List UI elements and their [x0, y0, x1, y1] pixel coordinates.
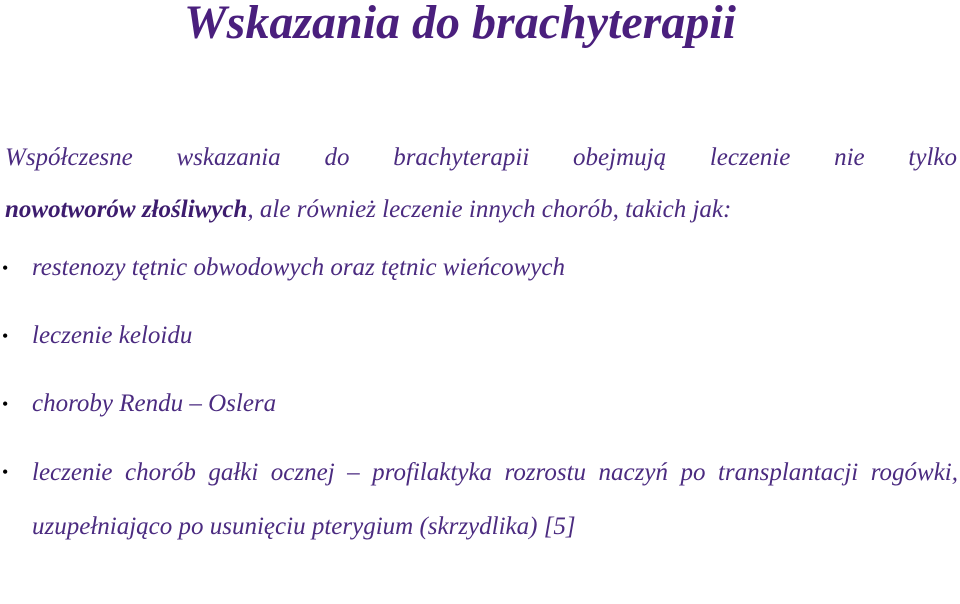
list-item: [0, 310, 960, 362]
intro-line-2-rest: , ale również leczenie innych chorób, takich jak:: [247, 196, 732, 223]
slide-title: Wskazania do brachyterapii: [183, 0, 737, 49]
list-item-text: restenozy tętnic obwodowych oraz tętnic wieńcowych: [32, 254, 565, 281]
list-item-text: leczenie chorób gałki ocznej – profilaktyka rozrostu naczyń po transplantacji rogówki, uzupełniająco po usunięciu pterygium (skrzydlika) [5]: [32, 459, 958, 540]
indications-list: [0, 242, 960, 554]
intro-paragraph: [5, 132, 957, 236]
list-item: [0, 242, 960, 294]
list-item-text: leczenie keloidu: [32, 322, 193, 349]
bullet-icon: •: [2, 258, 9, 278]
intro-line-1: Współczesne wskazania do brachyterapii obejmują leczenie nie tylko: [5, 144, 957, 171]
bullet-icon: •: [2, 394, 9, 414]
intro-bold-text: nowotworów złośliwych: [5, 196, 248, 223]
list-item: [0, 446, 960, 554]
bullet-icon: •: [2, 462, 9, 482]
bullet-icon: •: [2, 326, 9, 346]
list-item: [0, 378, 960, 430]
list-item-text: choroby Rendu – Oslera: [32, 390, 277, 417]
